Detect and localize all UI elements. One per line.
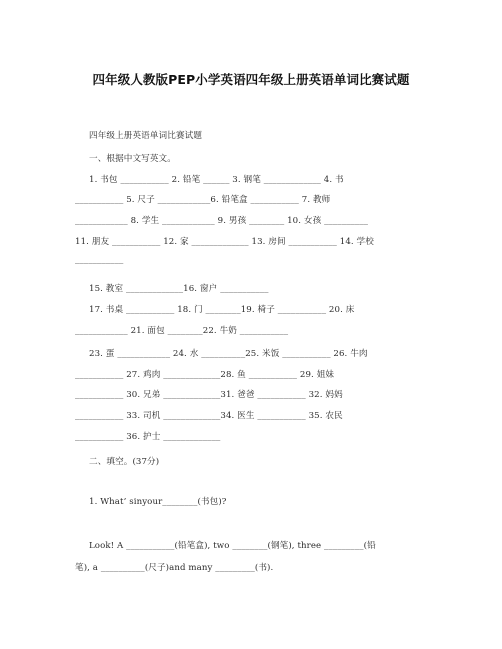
vocab-line-12: ___________ 33. 司机 _____________34. 医生 ___________ 35. 农民: [75, 411, 343, 421]
vocab-line-1: 1. 书包 ___________ 2. 铅笔 ______ 3. 钢笔 _____________ 4. 书: [89, 175, 344, 185]
vocab-line-4: 11. 朋友 ___________ 12. 家 _____________ 13. 房间 ___________ 14. 学校: [75, 237, 374, 247]
document-title: 四年级人教版PEP小学英语四年级上册英语单词比赛试题: [92, 72, 410, 87]
vocab-line-11: ___________ 30. 兄弟 _____________31. 爸爸 ___________ 32. 妈妈: [75, 390, 343, 400]
fill-line-2: Look! A ___________(铅笔盒), two ________(钢笔), three _________(铅: [89, 541, 376, 551]
vocab-line-10: ___________ 27. 鸡肉 _____________28. 鱼 ___________ 29. 姐妹: [75, 370, 335, 380]
vocab-line-9: 23. 蛋 ____________ 24. 水 __________25. 米饭 ___________ 26. 牛肉: [89, 349, 368, 359]
section-1-heading: 一、根据中文写英文。: [89, 154, 176, 164]
vocab-line-6: 15. 教室 _____________16. 窗户 ___________: [89, 284, 269, 294]
fill-line-3: 笔), a __________(尺子)and many _________(书).: [75, 563, 274, 573]
vocab-line-7: 17. 书桌 ___________ 18. 门 ________19. 椅子 ___________ 20. 床: [89, 305, 355, 315]
vocab-line-13: ___________ 36. 护士 _____________: [75, 432, 221, 442]
vocab-line-2: ___________ 5. 尺子 ____________6. 铅笔盒 ___________ 7. 教师: [75, 195, 331, 205]
vocab-line-3: ____________ 8. 学生 ____________ 9. 男孩 ________ 10. 女孩 __________: [75, 216, 369, 226]
section-2-heading: 二、填空。(37分): [89, 457, 160, 467]
document-subtitle: 四年级上册英语单词比赛试题: [89, 131, 203, 141]
vocab-line-8: ____________ 21. 面包 ________22. 牛奶 ___________: [75, 326, 289, 336]
vocab-line-5: ___________: [75, 255, 124, 265]
fill-line-1: 1. What’ sinyour________(书包)?: [89, 497, 227, 507]
